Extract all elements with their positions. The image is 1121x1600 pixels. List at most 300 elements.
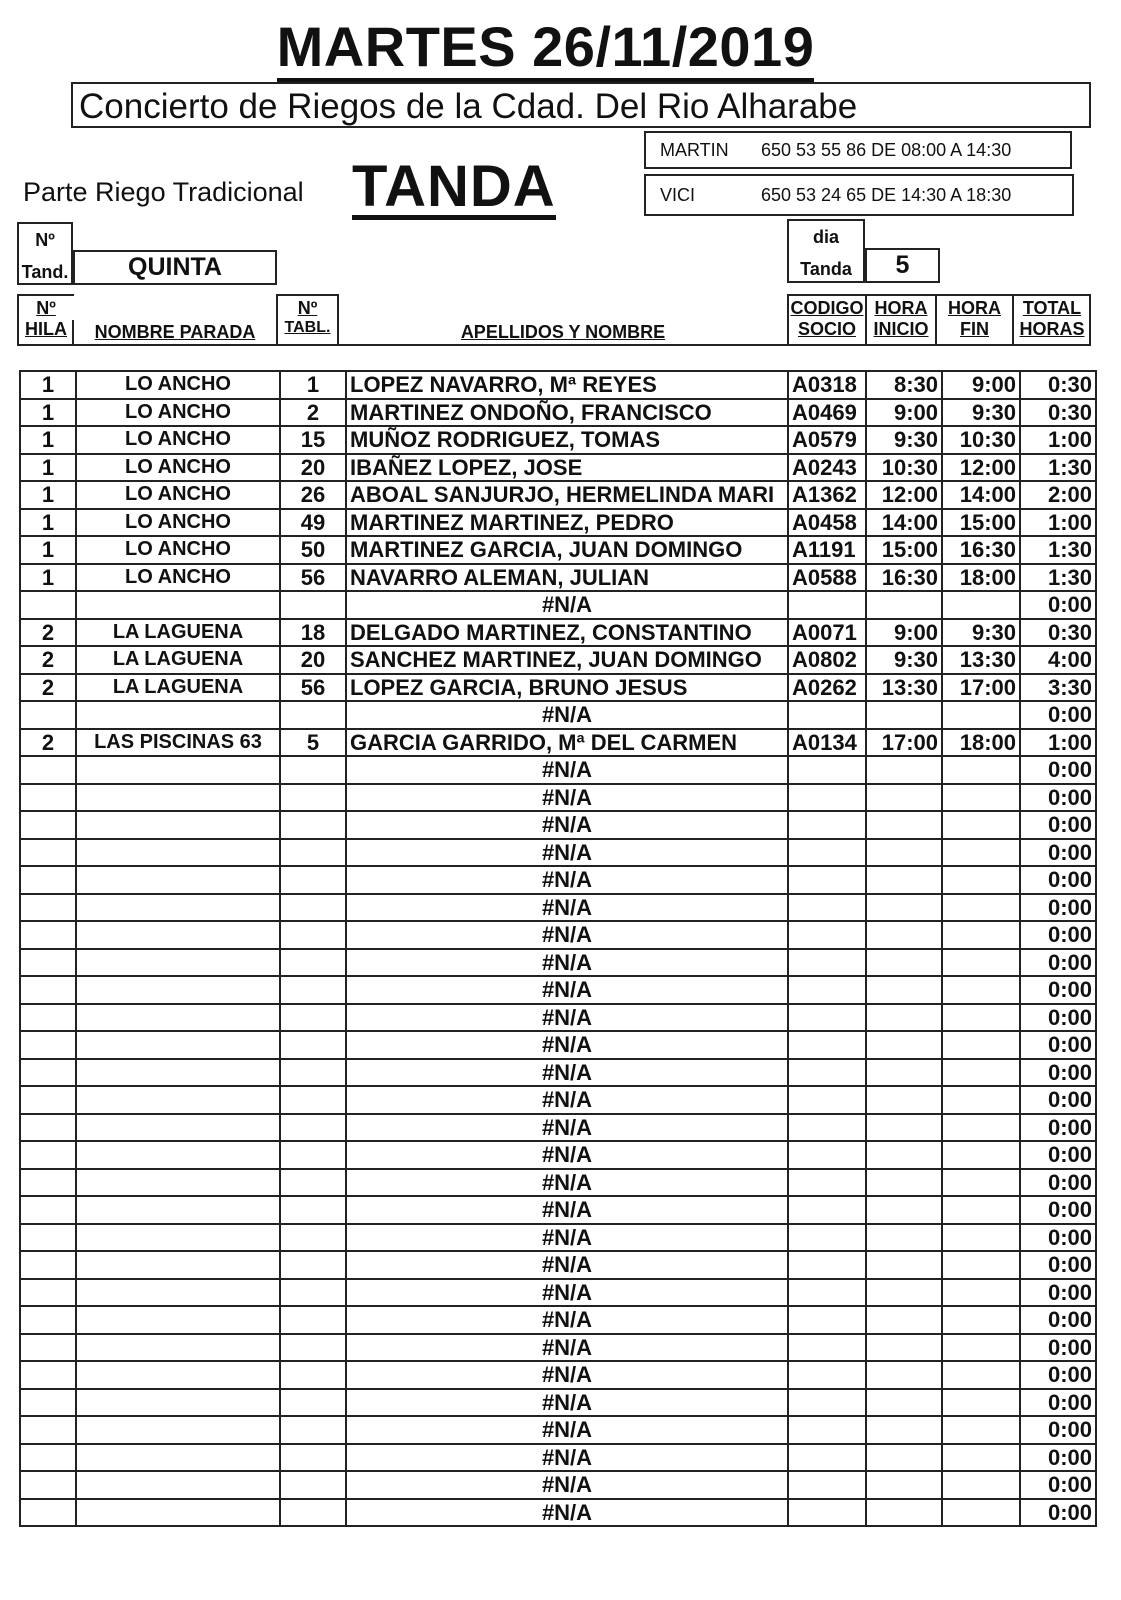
cell-tabl: [280, 1004, 346, 1032]
cell-parada: LA LAGUENA: [76, 646, 280, 674]
cell-hila: [20, 1196, 76, 1224]
cell-inicio: [866, 756, 942, 784]
cell-inicio: 8:30: [866, 371, 942, 399]
cell-parada: [76, 1031, 280, 1059]
cell-codigo: [788, 1334, 866, 1362]
col-total-label-2: HORAS: [1019, 319, 1085, 339]
cell-parada: [76, 1444, 280, 1472]
cell-codigo: [788, 784, 866, 812]
cell-total: 1:00: [1020, 729, 1096, 757]
cell-hila: [20, 1279, 76, 1307]
cell-codigo: [788, 1114, 866, 1142]
cell-nombre: NAVARRO ALEMAN, JULIAN: [346, 564, 788, 592]
cell-inicio: [866, 1141, 942, 1169]
cell-parada: [76, 921, 280, 949]
cell-hila: [20, 784, 76, 812]
cell-nombre: #N/A: [346, 839, 788, 867]
cell-total: 0:00: [1020, 1114, 1096, 1142]
cell-parada: [76, 1141, 280, 1169]
cell-tabl: [280, 1361, 346, 1389]
cell-fin: 17:00: [942, 674, 1020, 702]
cell-total: 1:00: [1020, 426, 1096, 454]
cell-hila: [20, 839, 76, 867]
table-row: [20, 784, 1096, 812]
cell-total: 3:30: [1020, 674, 1096, 702]
cell-tabl: [280, 1086, 346, 1114]
col-tabl-label-2: TABL.: [284, 319, 331, 336]
cell-nombre: DELGADO MARTINEZ, CONSTANTINO: [346, 619, 788, 647]
cell-inicio: 9:30: [866, 426, 942, 454]
cell-nombre: MARTINEZ ONDOÑO, FRANCISCO: [346, 399, 788, 427]
cell-codigo: [788, 894, 866, 922]
table-row: [20, 1306, 1096, 1334]
cell-parada: LO ANCHO: [76, 426, 280, 454]
cell-parada: [76, 1416, 280, 1444]
irrigation-table: [19, 370, 1097, 1527]
cell-hila: 1: [20, 564, 76, 592]
cell-parada: [76, 866, 280, 894]
table-row: [20, 399, 1096, 427]
cell-total: 0:00: [1020, 1086, 1096, 1114]
cell-fin: [942, 1141, 1020, 1169]
cell-tabl: [280, 1444, 346, 1472]
cell-codigo: [788, 756, 866, 784]
cell-parada: LA LAGUENA: [76, 674, 280, 702]
cell-tabl: [280, 1306, 346, 1334]
cell-tabl: [280, 1114, 346, 1142]
cell-codigo: [788, 839, 866, 867]
cell-nombre: LOPEZ GARCIA, BRUNO JESUS: [346, 674, 788, 702]
cell-nombre: #N/A: [346, 1251, 788, 1279]
cell-fin: [942, 1361, 1020, 1389]
col-fin-label-2: FIN: [960, 319, 989, 339]
cell-tabl: [280, 1334, 346, 1362]
cell-codigo: A0243: [788, 454, 866, 482]
table-row: [20, 646, 1096, 674]
cell-parada: [76, 1114, 280, 1142]
cell-inicio: [866, 1444, 942, 1472]
cell-nombre: #N/A: [346, 701, 788, 729]
cell-fin: [942, 1059, 1020, 1087]
tanda-heading: [352, 153, 556, 220]
cell-codigo: [788, 1444, 866, 1472]
cell-inicio: [866, 1004, 942, 1032]
table-row: [20, 1334, 1096, 1362]
cell-tabl: [280, 1471, 346, 1499]
cell-tabl: 56: [280, 564, 346, 592]
cell-nombre: #N/A: [346, 894, 788, 922]
cell-inicio: [866, 1224, 942, 1252]
cell-hila: [20, 894, 76, 922]
cell-parada: LA LAGUENA: [76, 619, 280, 647]
cell-tabl: [280, 976, 346, 1004]
cell-nombre: #N/A: [346, 1471, 788, 1499]
table-row: [20, 426, 1096, 454]
col-parada-label: NOMBRE PARADA: [94, 322, 256, 342]
cell-tabl: 5: [280, 729, 346, 757]
contact-box-1: [644, 131, 1072, 169]
cell-codigo: [788, 591, 866, 619]
header-rule: [17, 294, 74, 296]
cell-nombre: #N/A: [346, 1306, 788, 1334]
n-tand-label-1: Nº: [35, 230, 55, 250]
col-codigo-header: [789, 298, 865, 340]
cell-inicio: [866, 591, 942, 619]
cell-tabl: [280, 1251, 346, 1279]
table-row: [20, 564, 1096, 592]
cell-inicio: [866, 1306, 942, 1334]
cell-hila: [20, 1416, 76, 1444]
cell-tabl: [280, 1499, 346, 1527]
cell-total: 0:00: [1020, 1169, 1096, 1197]
cell-nombre: MARTINEZ GARCIA, JUAN DOMINGO: [346, 536, 788, 564]
table-row: [20, 866, 1096, 894]
table-row: [20, 1361, 1096, 1389]
contact-box-2: [644, 174, 1074, 216]
cell-nombre: #N/A: [346, 1444, 788, 1472]
col-fin-label-1: HORA: [948, 298, 1001, 318]
cell-fin: [942, 921, 1020, 949]
cell-fin: 18:00: [942, 729, 1020, 757]
cell-codigo: [788, 1251, 866, 1279]
table-row: [20, 371, 1096, 399]
cell-hila: [20, 1141, 76, 1169]
cell-inicio: 14:00: [866, 509, 942, 537]
cell-fin: 10:30: [942, 426, 1020, 454]
cell-hila: [20, 1444, 76, 1472]
cell-parada: [76, 1334, 280, 1362]
cell-total: 0:00: [1020, 894, 1096, 922]
table-row: [20, 1499, 1096, 1527]
cell-hila: 1: [20, 536, 76, 564]
cell-codigo: [788, 701, 866, 729]
cell-total: 0:00: [1020, 591, 1096, 619]
cell-inicio: [866, 1086, 942, 1114]
cell-nombre: #N/A: [346, 1004, 788, 1032]
table-row: [20, 1169, 1096, 1197]
cell-inicio: [866, 1499, 942, 1527]
cell-codigo: [788, 1196, 866, 1224]
cell-inicio: [866, 1416, 942, 1444]
cell-parada: [76, 1004, 280, 1032]
col-inicio-header: [867, 298, 935, 340]
table-row: [20, 1279, 1096, 1307]
cell-nombre: GARCIA GARRIDO, Mª DEL CARMEN: [346, 729, 788, 757]
contact-name: VICI: [660, 185, 696, 205]
cell-nombre: #N/A: [346, 976, 788, 1004]
cell-total: 0:00: [1020, 1444, 1096, 1472]
cell-fin: [942, 976, 1020, 1004]
cell-total: 0:30: [1020, 619, 1096, 647]
cell-tabl: 15: [280, 426, 346, 454]
header-rule: [276, 294, 338, 296]
cell-total: 1:30: [1020, 536, 1096, 564]
cell-hila: [20, 1306, 76, 1334]
cell-hila: [20, 1224, 76, 1252]
cell-hila: [20, 756, 76, 784]
table-row: [20, 674, 1096, 702]
cell-inicio: [866, 1196, 942, 1224]
cell-codigo: [788, 1306, 866, 1334]
cell-fin: [942, 701, 1020, 729]
cell-nombre: #N/A: [346, 1059, 788, 1087]
cell-codigo: [788, 1004, 866, 1032]
cell-tabl: [280, 1416, 346, 1444]
dia-label-1: dia: [812, 227, 839, 247]
cell-hila: 2: [20, 729, 76, 757]
cell-nombre: #N/A: [346, 949, 788, 977]
cell-inicio: [866, 1279, 942, 1307]
cell-parada: LO ANCHO: [76, 481, 280, 509]
cell-hila: [20, 1389, 76, 1417]
cell-nombre: ABOAL SANJURJO, HERMELINDA MARI: [346, 481, 788, 509]
table-row: [20, 1059, 1096, 1087]
cell-inicio: [866, 839, 942, 867]
table-row: [20, 481, 1096, 509]
cell-parada: [76, 1279, 280, 1307]
cell-hila: 1: [20, 371, 76, 399]
cell-codigo: [788, 811, 866, 839]
cell-inicio: 17:00: [866, 729, 942, 757]
header-rule: [17, 344, 1091, 346]
cell-parada: LO ANCHO: [76, 454, 280, 482]
cell-hila: [20, 866, 76, 894]
cell-parada: [76, 701, 280, 729]
cell-parada: [76, 1361, 280, 1389]
cell-tabl: 2: [280, 399, 346, 427]
cell-hila: [20, 811, 76, 839]
cell-total: 0:00: [1020, 784, 1096, 812]
cell-parada: [76, 1251, 280, 1279]
table-row: [20, 701, 1096, 729]
table-row: [20, 756, 1096, 784]
cell-total: 0:30: [1020, 399, 1096, 427]
cell-total: 0:00: [1020, 1499, 1096, 1527]
cell-total: 0:00: [1020, 1196, 1096, 1224]
cell-fin: [942, 1169, 1020, 1197]
cell-hila: [20, 1499, 76, 1527]
cell-parada: [76, 591, 280, 619]
col-hila-header: [19, 298, 73, 340]
cell-codigo: A0579: [788, 426, 866, 454]
cell-parada: [76, 1196, 280, 1224]
cell-parada: [76, 1306, 280, 1334]
table-row: [20, 509, 1096, 537]
cell-parada: LO ANCHO: [76, 509, 280, 537]
cell-fin: [942, 1004, 1020, 1032]
cell-hila: [20, 591, 76, 619]
cell-total: 1:00: [1020, 509, 1096, 537]
table-row: [20, 811, 1096, 839]
table-row: [20, 729, 1096, 757]
dia-label-2: Tanda: [800, 259, 852, 279]
contact-info: 650 53 55 86 DE 08:00 A 14:30: [761, 140, 1012, 160]
cell-nombre: #N/A: [346, 1389, 788, 1417]
col-codigo-label-1: CODIGO: [790, 298, 864, 318]
cell-hila: 1: [20, 481, 76, 509]
cell-codigo: [788, 1141, 866, 1169]
cell-nombre: MUÑOZ RODRIGUEZ, TOMAS: [346, 426, 788, 454]
cell-total: 0:00: [1020, 1416, 1096, 1444]
cell-inicio: 9:00: [866, 399, 942, 427]
cell-nombre: #N/A: [346, 921, 788, 949]
cell-total: 0:00: [1020, 976, 1096, 1004]
cell-codigo: [788, 866, 866, 894]
cell-fin: [942, 1389, 1020, 1417]
cell-tabl: [280, 1196, 346, 1224]
cell-fin: [942, 894, 1020, 922]
table-row: [20, 1196, 1096, 1224]
cell-hila: 1: [20, 399, 76, 427]
cell-total: 2:00: [1020, 481, 1096, 509]
cell-fin: [942, 1499, 1020, 1527]
cell-fin: 18:00: [942, 564, 1020, 592]
cell-fin: [942, 839, 1020, 867]
cell-inicio: 12:00: [866, 481, 942, 509]
cell-tabl: [280, 811, 346, 839]
cell-tabl: [280, 894, 346, 922]
cell-codigo: [788, 1361, 866, 1389]
cell-fin: [942, 1086, 1020, 1114]
cell-nombre: #N/A: [346, 1031, 788, 1059]
cell-fin: [942, 1334, 1020, 1362]
cell-total: 0:00: [1020, 1059, 1096, 1087]
cell-hila: [20, 949, 76, 977]
n-tand-value: QUINTA: [73, 250, 277, 285]
cell-total: 0:00: [1020, 1334, 1096, 1362]
cell-codigo: [788, 949, 866, 977]
cell-fin: [942, 1416, 1020, 1444]
cell-parada: [76, 1086, 280, 1114]
cell-nombre: #N/A: [346, 1086, 788, 1114]
cell-total: 0:00: [1020, 949, 1096, 977]
cell-inicio: [866, 866, 942, 894]
cell-fin: [942, 866, 1020, 894]
cell-tabl: [280, 949, 346, 977]
dia-tanda-value: 5: [865, 248, 940, 283]
cell-nombre: #N/A: [346, 866, 788, 894]
cell-total: 0:00: [1020, 1031, 1096, 1059]
cell-nombre: #N/A: [346, 1499, 788, 1527]
cell-total: 0:00: [1020, 756, 1096, 784]
cell-total: 0:00: [1020, 1004, 1096, 1032]
cell-fin: [942, 784, 1020, 812]
cell-hila: 1: [20, 454, 76, 482]
cell-inicio: [866, 701, 942, 729]
cell-nombre: #N/A: [346, 1114, 788, 1142]
cell-parada: [76, 756, 280, 784]
cell-hila: [20, 1251, 76, 1279]
cell-total: 0:00: [1020, 1471, 1096, 1499]
cell-inicio: [866, 811, 942, 839]
cell-inicio: [866, 894, 942, 922]
cell-parada: LO ANCHO: [76, 536, 280, 564]
cell-inicio: [866, 1059, 942, 1087]
dia-tanda-label-box: [787, 219, 865, 283]
cell-total: 0:00: [1020, 1361, 1096, 1389]
table-row: [20, 1224, 1096, 1252]
cell-codigo: [788, 1389, 866, 1417]
cell-inicio: [866, 976, 942, 1004]
cell-fin: 15:00: [942, 509, 1020, 537]
col-nombre-label: APELLIDOS Y NOMBRE: [460, 322, 666, 342]
cell-hila: 1: [20, 509, 76, 537]
cell-nombre: #N/A: [346, 1224, 788, 1252]
cell-codigo: A1362: [788, 481, 866, 509]
table-row: [20, 1471, 1096, 1499]
cell-tabl: [280, 921, 346, 949]
cell-total: 1:30: [1020, 564, 1096, 592]
cell-nombre: SANCHEZ MARTINEZ, JUAN DOMINGO: [346, 646, 788, 674]
cell-tabl: [280, 1031, 346, 1059]
cell-tabl: 20: [280, 646, 346, 674]
cell-inicio: [866, 784, 942, 812]
table-row: [20, 839, 1096, 867]
cell-hila: 2: [20, 674, 76, 702]
cell-nombre: IBAÑEZ LOPEZ, JOSE: [346, 454, 788, 482]
table-row: [20, 454, 1096, 482]
cell-total: 0:00: [1020, 701, 1096, 729]
cell-nombre: #N/A: [346, 784, 788, 812]
contact-name: MARTIN: [660, 140, 729, 160]
n-tand-label-2: Tand.: [21, 262, 69, 282]
cell-parada: [76, 976, 280, 1004]
cell-parada: LAS PISCINAS 63: [76, 729, 280, 757]
cell-tabl: 20: [280, 454, 346, 482]
cell-total: 0:00: [1020, 1251, 1096, 1279]
cell-inicio: [866, 921, 942, 949]
page-title-text: MARTES 26/11/2019: [277, 16, 815, 83]
cell-total: 0:00: [1020, 1141, 1096, 1169]
cell-hila: [20, 921, 76, 949]
cell-total: 0:00: [1020, 866, 1096, 894]
cell-hila: [20, 701, 76, 729]
cell-fin: 16:30: [942, 536, 1020, 564]
cell-parada: [76, 1059, 280, 1087]
col-total-label-1: TOTAL: [1022, 298, 1082, 318]
cell-fin: [942, 1224, 1020, 1252]
organization-name: Concierto de Riegos de la Cdad. Del Rio Alharabe: [71, 82, 1091, 128]
cell-total: 0:00: [1020, 1389, 1096, 1417]
cell-parada: [76, 839, 280, 867]
cell-tabl: [280, 1389, 346, 1417]
cell-hila: [20, 1471, 76, 1499]
cell-total: 0:00: [1020, 839, 1096, 867]
cell-nombre: #N/A: [346, 1196, 788, 1224]
col-tabl-header: [278, 298, 337, 337]
cell-total: 4:00: [1020, 646, 1096, 674]
cell-nombre: #N/A: [346, 811, 788, 839]
cell-tabl: [280, 839, 346, 867]
cell-hila: [20, 1059, 76, 1087]
cell-tabl: 56: [280, 674, 346, 702]
cell-total: 0:00: [1020, 1279, 1096, 1307]
parte-riego-label: Parte Riego Tradicional: [23, 177, 304, 207]
cell-fin: [942, 1444, 1020, 1472]
table-row: [20, 1444, 1096, 1472]
cell-total: 0:30: [1020, 371, 1096, 399]
cell-inicio: [866, 1251, 942, 1279]
cell-fin: 9:30: [942, 399, 1020, 427]
cell-tabl: [280, 1279, 346, 1307]
cell-inicio: 15:00: [866, 536, 942, 564]
cell-parada: LO ANCHO: [76, 371, 280, 399]
cell-fin: [942, 1031, 1020, 1059]
cell-fin: 9:00: [942, 371, 1020, 399]
cell-tabl: [280, 866, 346, 894]
cell-inicio: 9:30: [866, 646, 942, 674]
cell-fin: [942, 1251, 1020, 1279]
